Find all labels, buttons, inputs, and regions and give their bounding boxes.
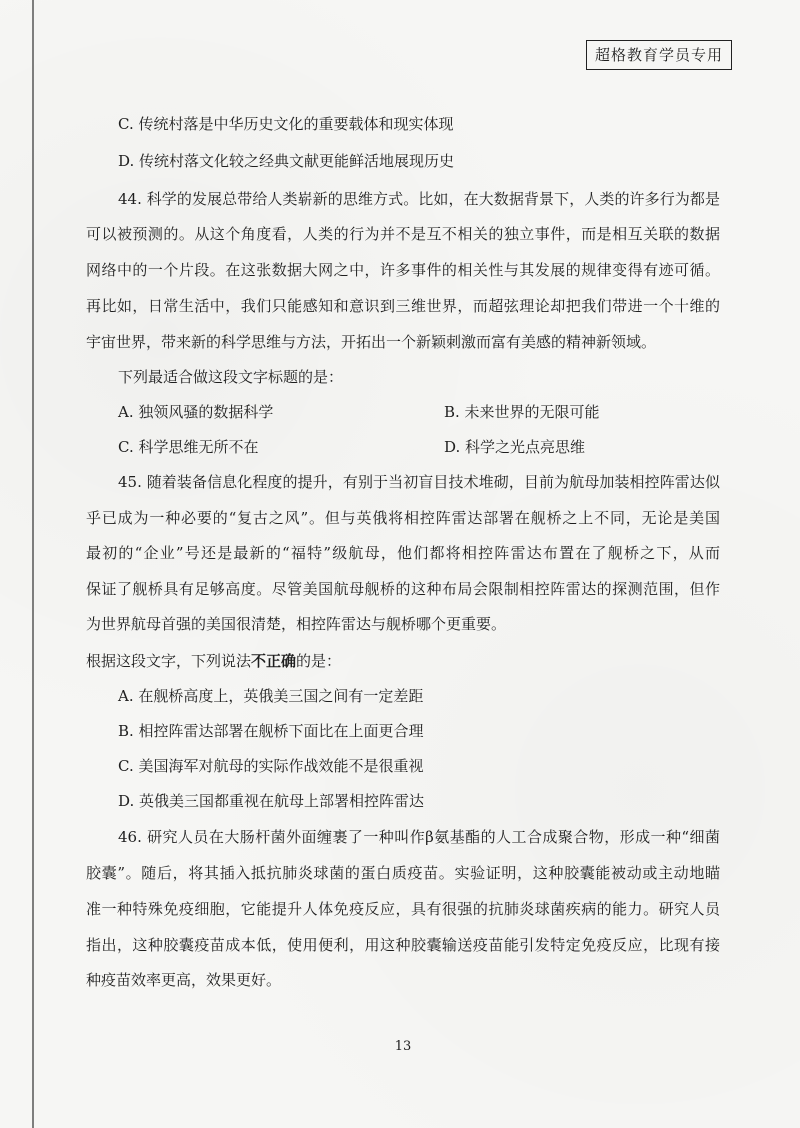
q46-line-1: 46. 研究人员在大肠杆菌外面缠裹了一种叫作β氨基酯的人工合成聚合物，形成一种“细菌 (118, 828, 720, 846)
q44-line-1: 44. 科学的发展总带给人类崭新的思维方式。比如，在大数据背景下，人类的许多行为都是 (118, 190, 720, 208)
q45-line-1: 45. 随着装备信息化程度的提升，有别于当初盲目技术堆砌，目前为航母加装相控阵雷达似 (118, 473, 720, 491)
q45-option-a: A. 在舰桥高度上，英俄美三国之间有一定差距 (118, 687, 424, 705)
q46-line-4: 指出，这种胶囊疫苗成本低，使用便利，用这种胶囊输送疫苗能引发特定免疫反应，比现有接 (86, 936, 720, 954)
q45-line-3: 最初的“企业”号还是最新的“福特”级航母，他们都将相控阵雷达布置在了舰桥之下，从而 (86, 544, 720, 562)
q46-line-2: 胶囊”。随后，将其插入抵抗肺炎球菌的蛋白质疫苗。实验证明，这种胶囊能被动或主动地瞄 (86, 864, 720, 882)
q45-prompt (86, 650, 720, 672)
q45-line-2: 乎已成为一种必要的“复古之风”。但与英俄将相控阵雷达部署在舰桥之上不同，无论是美国 (86, 509, 720, 527)
q44-line-2: 可以被预测的。从这个角度看，人类的行为并不是互不相关的独立事件，而是相互关联的数据 (86, 225, 720, 243)
q45-prompt-before: 根据这段文字，下列说法 (86, 652, 252, 670)
q43-option-c: C. 传统村落是中华历史文化的重要载体和现实体现 (118, 115, 454, 133)
q44-prompt: 下列最适合做这段文字标题的是： (118, 368, 344, 386)
q45-line-4: 保证了舰桥具有足够高度。尽管美国航母舰桥的这种布局会限制相控阵雷达的探测范围，但作 (86, 580, 720, 598)
q45-prompt-emphasis: 不正确 (251, 652, 297, 670)
q46-line-5: 种疫苗效率更高，效果更好。 (86, 971, 282, 989)
q44-line-5: 宇宙世界，带来新的科学思维与方法，开拓出一个新颖刺激而富有美感的精神新领域。 (86, 333, 657, 351)
q44-line-3: 网络中的一个片段。在这张数据大网之中，许多事件的相关性与其发展的规律变得有迹可循。 (86, 261, 720, 279)
binding-rule (32, 0, 34, 1128)
q44-option-a: A. 独领风骚的数据科学 (118, 403, 274, 421)
q45-line-5: 为世界航母首强的美国很清楚，相控阵雷达与舰桥哪个更重要。 (86, 615, 507, 633)
page-number: 13 (394, 1039, 412, 1054)
q44-option-b: B. 未来世界的无限可能 (444, 403, 600, 421)
q45-prompt-after: 的是： (296, 652, 342, 670)
q46-line-3: 准一种特殊免疫细胞，它能提升人体免疫反应，具有很强的抗肺炎球菌疾病的能力。研究人员 (86, 900, 720, 918)
q44-line-4: 再比如，日常生活中，我们只能感知和意识到三维世界，而超弦理论却把我们带进一个十维的 (86, 297, 720, 315)
q45-option-d: D. 英俄美三国都重视在航母上部署相控阵雷达 (118, 792, 425, 810)
header-label: 超格教育学员专用 (586, 40, 732, 70)
q45-option-c: C. 美国海军对航母的实际作战效能不是很重视 (118, 757, 424, 775)
q43-option-d: D. 传统村落文化较之经典文献更能鲜活地展现历史 (118, 152, 455, 170)
q44-option-c: C. 科学思维无所不在 (118, 438, 259, 456)
q45-option-b: B. 相控阵雷达部署在舰桥下面比在上面更合理 (118, 722, 424, 740)
q44-option-d: D. 科学之光点亮思维 (444, 438, 586, 456)
